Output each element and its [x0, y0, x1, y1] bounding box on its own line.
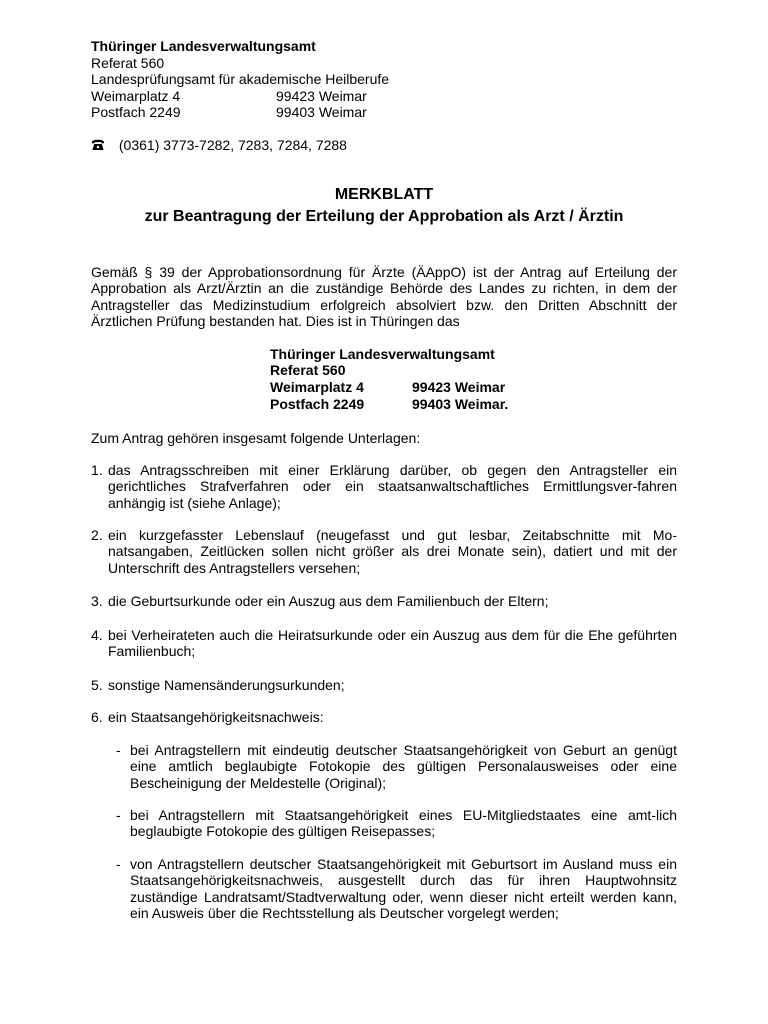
- sub-list-text: bei Antragstellern mit Staatsangehörigkeit eines EU-Mitgliedstaates eine amt-lich beglaubigte Fotokopie des gültigen Reisepasses;: [130, 807, 677, 840]
- header-org: Thüringer Landesverwaltungsamt: [91, 38, 316, 54]
- list-item-number: 4.: [91, 627, 103, 643]
- telephone-icon: [91, 138, 105, 150]
- address-pobox-zip: 99403 Weimar.: [412, 396, 509, 412]
- list-item-text: ein kurzgefasster Lebenslauf (neugefasst und gut lesbar, Zeitabschnitte mit Mo-natsangaben, Zeitlücken sollen nicht größer als drei Monate sein), datiert und mit der Unterschrift des Antragstellers versehen;: [108, 527, 677, 576]
- list-item-text: die Geburtsurkunde oder ein Auszug aus dem Familienbuch der Eltern;: [108, 593, 549, 609]
- list-item-number: 3.: [91, 593, 103, 609]
- address-org: Thüringer Landesverwaltungsamt: [270, 346, 495, 362]
- header-street-zip: 99423 Weimar: [276, 88, 367, 104]
- sub-list-bullet: -: [116, 807, 121, 823]
- list-item-number: 1.: [91, 462, 103, 478]
- address-street-zip: 99423 Weimar: [412, 379, 506, 395]
- header-pobox: Postfach 2249: [91, 104, 181, 120]
- address-pobox: Postfach 2249: [270, 396, 365, 412]
- doc-title: MERKBLATT: [334, 186, 434, 203]
- list-item-text: bei Verheirateten auch die Heiratsurkunde oder ein Auszug aus dem für die Ehe geführten Familienbuch;: [108, 627, 677, 660]
- header-street: Weimarplatz 4: [91, 88, 181, 104]
- sub-list-bullet: -: [116, 742, 121, 758]
- list-item-number: 6.: [91, 709, 103, 725]
- list-item-number: 2.: [91, 527, 103, 543]
- sub-list-text: bei Antragstellern mit eindeutig deutscher Staatsangehörigkeit von Geburt an genügt eine amtlich beglaubigte Fotokopie des gültigen Personalausweises oder eine Bescheinigung der Meldestelle (Original);: [130, 742, 677, 791]
- header-referat: Referat 560: [91, 55, 165, 71]
- docs-intro: Zum Antrag gehören insgesamt folgende Unterlagen:: [91, 430, 421, 446]
- list-item-text: das Antragsschreiben mit einer Erklärung darüber, ob gegen den Antragsteller ein gerichtliches Strafverfahren oder ein staatsanwaltschaftliches Ermittlungsver-fahren anhängig ist (siehe Anlage);: [108, 462, 677, 511]
- header-phone: (0361) 3773-7282, 7283, 7284, 7288: [118, 137, 347, 153]
- header-department: Landesprüfungsamt für akademische Heilberufe: [91, 71, 390, 87]
- address-street: Weimarplatz 4: [270, 379, 364, 395]
- sub-list-text: von Antragstellern deutscher Staatsangehörigkeit mit Geburtsort im Ausland muss ein Staatsangehörigkeitsnachweis, ausgestellt durch das für ihren Hauptwohnsitz zuständige Landratsamt/Stadtverwaltung oder, wenn dieser nicht erteilt werden kann, ein Ausweis über die Rechtsstellung als Deutscher vorgelegt werden;: [130, 856, 677, 922]
- doc-subtitle: zur Beantragung der Erteilung der Approbation als Arzt / Ärztin: [144, 208, 624, 225]
- sub-list-bullet: -: [116, 856, 121, 872]
- list-item-text: ein Staatsangehörigkeitsnachweis:: [108, 709, 324, 725]
- header-pobox-zip: 99403 Weimar: [276, 104, 367, 120]
- address-referat: Referat 560: [270, 362, 346, 378]
- header-phone-line: [91, 137, 347, 153]
- list-item-number: 5.: [91, 677, 103, 693]
- list-item-text: sonstige Namensänderungsurkunden;: [108, 677, 345, 693]
- intro-paragraph: Gemäß § 39 der Approbationsordnung für Ärzte (ÄAppO) ist der Antrag auf Erteilung der Approbation als Arzt/Ärztin an die zuständige Behörde des Landes zu richten, in dem der Antragsteller das Medizinstudium erfolgreich absolviert bzw. den Dritten Abschnitt der Ärztlichen Prüfung bestanden hat. Dies ist in Thüringen das: [91, 264, 677, 330]
